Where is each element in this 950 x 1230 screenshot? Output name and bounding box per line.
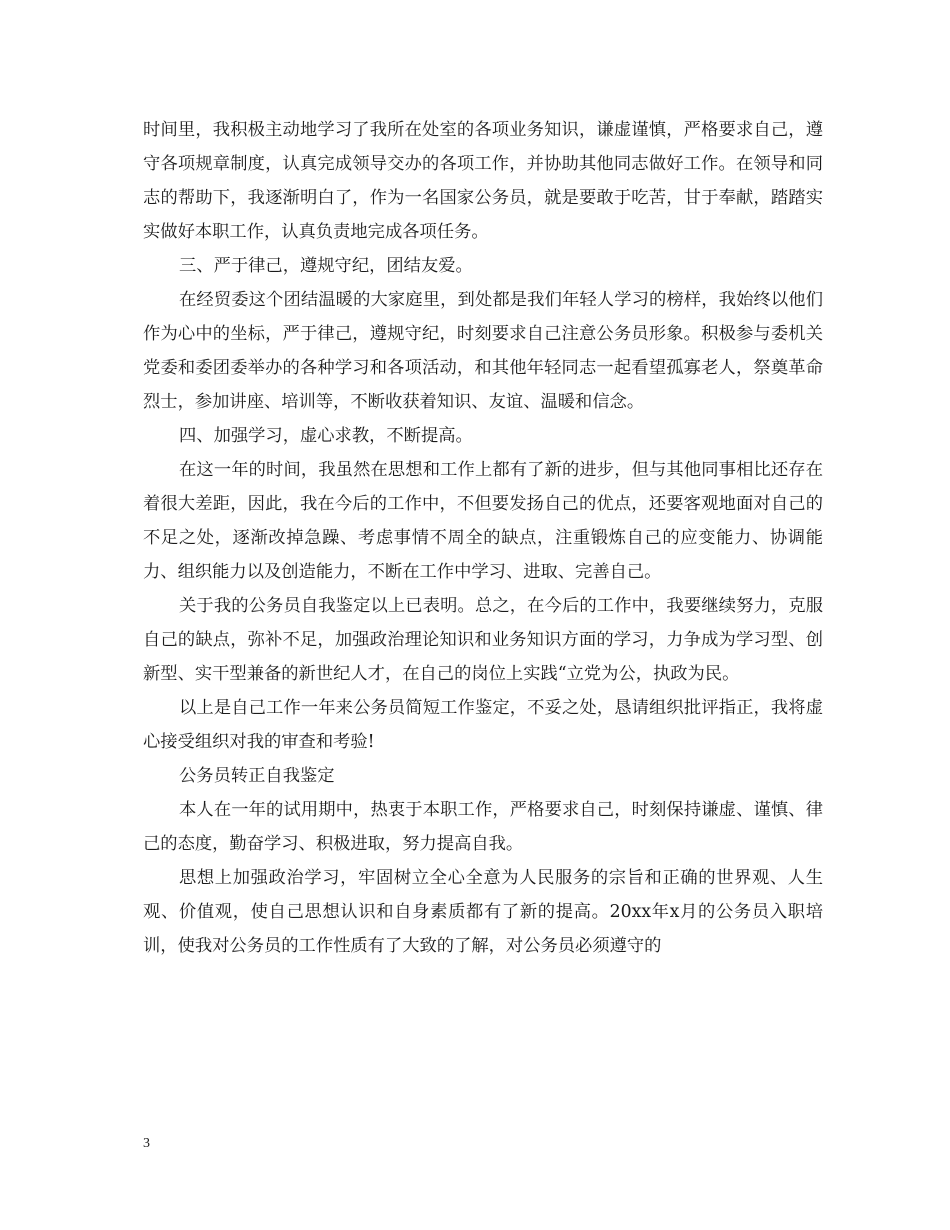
page-number: 3: [143, 1136, 150, 1151]
paragraph-6: 本人在一年的试用期中，热衷于本职工作，严格要求自己，时刻保持谦虚、谨慎、律己的态度，勤奋学习、积极进取，努力提高自我。: [143, 800, 823, 854]
section-title: 公务员转正自我鉴定: [179, 766, 335, 786]
paragraph-7: 思想上加强政治学习，牢固树立全心全意为人民服务的宗旨和正确的世界观、人生观、价值观，使自己思想认识和自身素质都有了新的提高。20xx年x月的公务员入职培训，使我对公务员的工作性质有了大致的了解，对公务员必须遵守的: [143, 868, 823, 956]
paragraph-4: 关于我的公务员自我鉴定以上已表明。总之，在今后的工作中，我要继续努力，克服自己的缺点，弥补不足，加强政治理论知识和业务知识方面的学习，力争成为学习型、创新型、实干型兼备的新世纪人才，在自己的岗位上实践“立党为公，执政为民。: [143, 596, 823, 684]
paragraph-3: 在这一年的时间，我虽然在思想和工作上都有了新的进步，但与其他同事相比还存在着很大差距，因此，我在今后的工作中，不但要发扬自己的优点，还要客观地面对自己的不足之处，逐渐改掉急躁、考虑事情不周全的缺点，注重锻炼自己的应变能力、协调能力、组织能力以及创造能力，不断在工作中学习、进取、完善自己。: [143, 460, 823, 582]
section-heading-4: 四、加强学习，虚心求教，不断提高。: [179, 426, 473, 446]
paragraph-1: 时间里，我积极主动地学习了我所在处室的各项业务知识，谦虚谨慎，严格要求自己，遵守各项规章制度，认真完成领导交办的各项工作，并协助其他同志做好工作。在领导和同志的帮助下，我逐渐明白了，作为一名国家公务员，就是要敢于吃苦，甘于奉献，踏踏实实做好本职工作，认真负责地完成各项任务。: [143, 120, 823, 242]
section-heading-3: 三、严于律己，遵规守纪，团结友爱。: [179, 256, 473, 276]
document-body: [143, 113, 823, 963]
paragraph-5: 以上是自己工作一年来公务员简短工作鉴定，不妥之处，恳请组织批评指正，我将虚心接受组织对我的审查和考验!: [143, 698, 823, 752]
paragraph-2: 在经贸委这个团结温暖的大家庭里，到处都是我们年轻人学习的榜样，我始终以他们作为心中的坐标，严于律己，遵规守纪，时刻要求自己注意公务员形象。积极参与委机关党委和委团委举办的各种学习和各项活动，和其他年轻同志一起看望孤寡老人，祭奠革命烈士，参加讲座、培训等，不断收获着知识、友谊、温暖和信念。: [143, 290, 823, 412]
